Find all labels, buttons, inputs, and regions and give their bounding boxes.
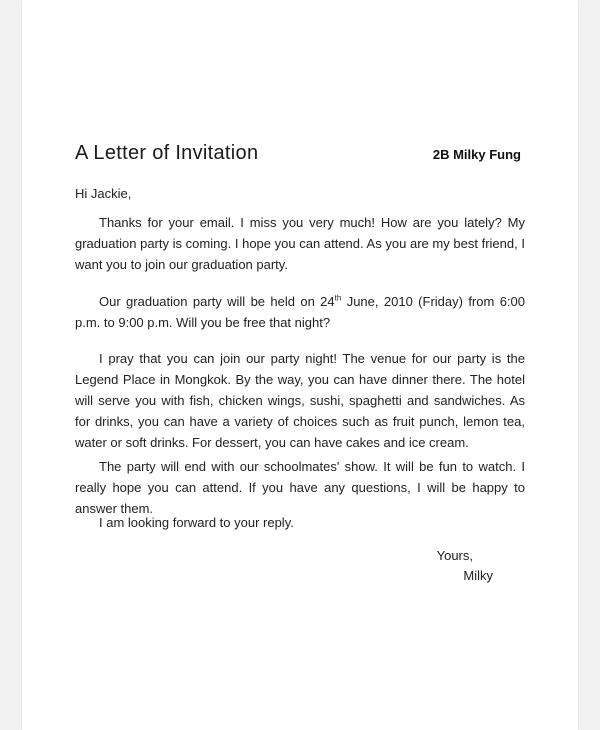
paragraph-2-text-start: Our graduation party will be held on 24 <box>99 294 335 309</box>
signature: Milky <box>463 568 493 583</box>
greeting: Hi Jackie, <box>75 186 132 201</box>
paragraph-4: The party will end with our schoolmates' show. It will be fun to watch. I really hope you can attend. If you have any questions, I will be happy to answer them. <box>75 459 525 516</box>
date-ordinal-suffix: th <box>334 293 342 303</box>
author-name: 2B Milky Fung <box>432 147 521 162</box>
closing: Yours, <box>436 548 473 563</box>
paragraph-2-text-end: June, 2010 (Friday) from 6:00 p.m. to 9:00 p.m. Will you be free that night? <box>75 294 526 330</box>
letter-page <box>22 0 578 730</box>
paragraph-1: Thanks for your email. I miss you very much! How are you lately? My graduation party is coming. I hope you can attend. As you are my best friend, I want you to join our graduation party. <box>75 215 525 272</box>
letter-title: A Letter of Invitation <box>75 142 259 164</box>
paragraph-5: I am looking forward to your reply. <box>99 515 294 530</box>
paragraph-3: I pray that you can join our party night! The venue for our party is the Legend Place in Mongkok. By the way, you can have dinner there. The hotel will serve you with fish, chicken wings, sushi, spaghetti and sandwiches. As for drinks, you can have a variety of choices such as fruit punch, lemon tea, water or soft drinks. For dessert, you can have cakes and ice cream. <box>75 351 525 450</box>
paragraph-2 <box>75 291 525 333</box>
